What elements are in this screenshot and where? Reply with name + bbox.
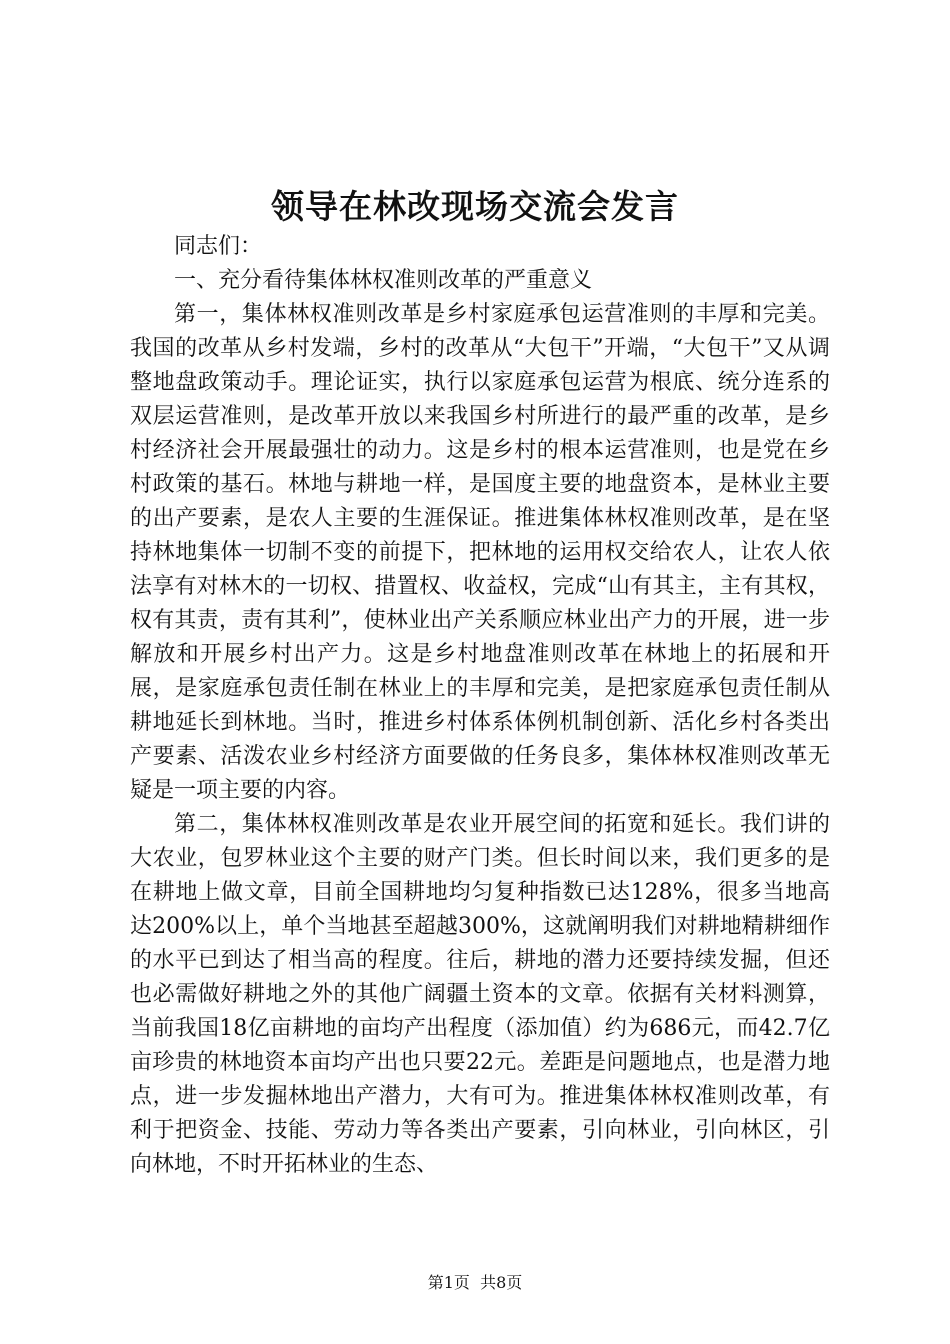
page-number-label: 第1页 共8页	[427, 1273, 523, 1292]
section-heading: 一、充分看待集体林权准则改革的严重意义	[174, 268, 593, 293]
paragraph-2: 第二，集体林权准则改革是农业开展空间的拓宽和延长。我们讲的大农业，包罗林业这个主要的财产门类。但长时间以来，我们更多的是在耕地上做文章，目前全国耕地均匀复种指数已达128%，很多当地高达200%以上，单个当地甚至超越300%，这就阐明我们对耕地精耕细作的水平已到达了相当高的程度。往后，耕地的潜力还要持续发掘，但还也必需做好耕地之外的其他广阔疆土资本的文章。依据有关材料测算，当前我国18亿亩耕地的亩均产出程度（添加值）约为686元，而42.7亿亩珍贵的林地资本亩均产出也只要22元。差距是问题地点，也是潜力地点，进一步发掘林地出产潜力，大有可为。推进集体林权准则改革，有利于把资金、技能、劳动力等各类出产要素，引向林业，引向林区，引向林地，不时开拓林业的生态、	[130, 812, 830, 1177]
document-title: 领导在林改现场交流会发言	[271, 187, 679, 226]
salutation: 同志们：	[174, 234, 263, 259]
paragraph-1: 第一，集体林权准则改革是乡村家庭承包运营准则的丰厚和完美。我国的改革从乡村发端，乡村的改革从“大包干”开端，“大包干”又从调整地盘政策动手。理论证实，执行以家庭承包运营为根底、统分连系的双层运营准则，是改革开放以来我国乡村所进行的最严重的改革，是乡村经济社会开展最强壮的动力。这是乡村的根本运营准则，也是党在乡村政策的基石。林地与耕地一样，是国度主要的地盘资本，是林业主要的出产要素，是农人主要的生涯保证。推进集体林权准则改革，是在坚持林地集体一切制不变的前提下，把林地的运用权交给农人，让农人依法享有对林木的一切权、措置权、收益权，完成“山有其主，主有其权，权有其责，责有其利”，使林业出产关系顺应林业出产力的开展，进一步解放和开展乡村出产力。这是乡村地盘准则改革在林地上的拓展和开展，是家庭承包责任制在林业上的丰厚和完美，是把家庭承包责任制从耕地延长到林地。当时，推进乡村体系体例机制创新、活化乡村各类出产要素、活泼农业乡村经济方面要做的任务良多，集体林权准则改革无疑是一项主要的内容。	[130, 302, 830, 803]
document-body	[130, 230, 830, 1182]
page-footer	[0, 1270, 950, 1293]
